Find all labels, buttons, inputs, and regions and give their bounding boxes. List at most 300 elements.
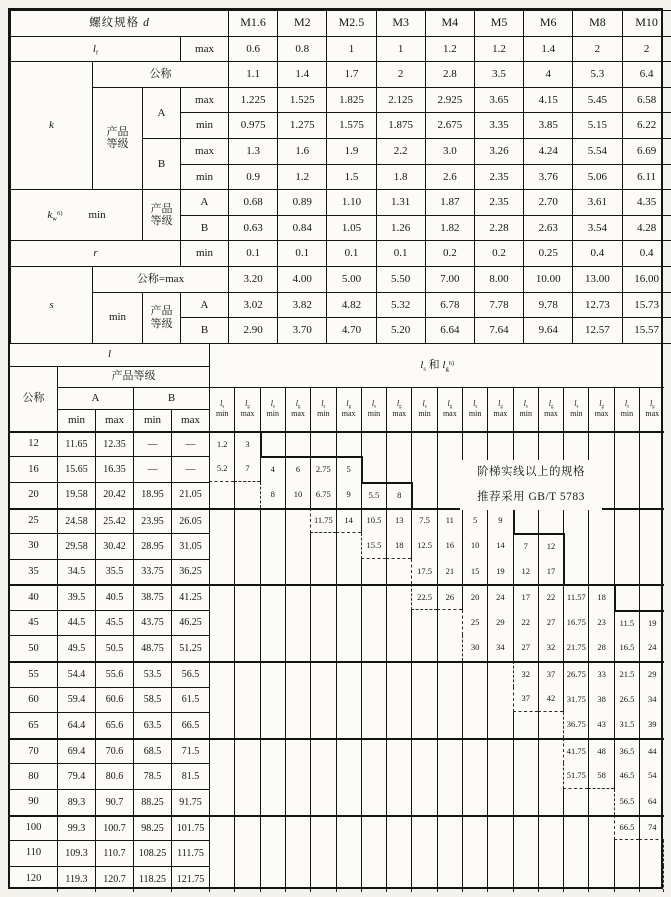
k-b-max-value: 5.54 [573, 138, 622, 164]
k-a-max-value: 1.225 [229, 87, 278, 113]
grade-b-label: B [181, 215, 229, 241]
ls-min-value [614, 559, 639, 585]
lg-max-value: 16 [437, 533, 462, 559]
ls-min-value [361, 431, 386, 457]
k-nominal-value: 3.5 [474, 62, 523, 88]
lg-max-value [285, 687, 310, 713]
ls-min-value [563, 789, 588, 815]
l-nominal-value: 35 [10, 559, 57, 585]
b-min-value: 63.5 [133, 712, 171, 738]
lg-max-value: 24 [639, 635, 664, 661]
s-nominal-max-value: 5.50 [376, 266, 425, 292]
lg-max-value [639, 456, 664, 482]
s-nominal-max-value: 16.00 [622, 266, 671, 292]
max-header: max [171, 409, 209, 431]
k-nominal-value: 5.3 [573, 62, 622, 88]
lg-max-value [588, 431, 613, 457]
r-min-value: 0.4 [573, 241, 622, 267]
ls-min-value [310, 661, 335, 687]
lg-max-value [234, 584, 259, 610]
lg-max-value: 3 [234, 431, 259, 457]
ls-min-value [411, 712, 436, 738]
grade-a-label: A [143, 87, 181, 138]
r-min-value: 0.1 [327, 241, 376, 267]
ls-min-value: 17 [513, 584, 538, 610]
thread-size: M1.6 [229, 11, 278, 37]
thread-size: M4 [425, 11, 474, 37]
k-b-max-value: 1.9 [327, 138, 376, 164]
k-nominal-value: 1.7 [327, 62, 376, 88]
lg-max-value: 74 [639, 815, 664, 841]
ls-min-value [361, 763, 386, 789]
kw-a-min-value: 3.61 [573, 190, 622, 216]
s-a-min-value: 6.78 [425, 292, 474, 318]
lg-max-value [588, 789, 613, 815]
thread-size: M5 [474, 11, 523, 37]
ls-min-subheader: $l_s$ min [411, 387, 436, 431]
lg-max-value: 26 [437, 584, 462, 610]
ls-min-value [411, 610, 436, 636]
lg-max-value [285, 738, 310, 764]
r-min-value: 0.1 [376, 241, 425, 267]
s-a-min-value: 15.73 [622, 292, 671, 318]
lg-max-value: 33 [588, 661, 613, 687]
a-max-value: 65.6 [95, 712, 133, 738]
lg-max-value [336, 866, 361, 892]
ls-min-value: 4 [260, 456, 285, 482]
lg-max-value [234, 738, 259, 764]
a-max-value: 35.5 [95, 559, 133, 585]
k-b-min-value: 0.9 [229, 164, 278, 190]
l-nominal-header: 公称 [10, 366, 57, 431]
b-max-value: 46.25 [171, 610, 209, 636]
min-label: min [181, 164, 229, 190]
lg-max-value [639, 482, 664, 508]
ls-min-value: 11.5 [614, 610, 639, 636]
lg-max-value [285, 840, 310, 866]
ls-min-value [361, 687, 386, 713]
ls-min-value: 1.2 [209, 431, 234, 457]
ls-min-value [209, 866, 234, 892]
kw-a-min-value: 1.10 [327, 190, 376, 216]
kw-b-min-value: 3.54 [573, 215, 622, 241]
a-max-value: 90.7 [95, 789, 133, 815]
a-min-value: 79.4 [57, 763, 95, 789]
kw-b-min-value: 1.05 [327, 215, 376, 241]
s-nominal-max-value: 8.00 [474, 266, 523, 292]
a-max-value: 55.6 [95, 661, 133, 687]
head-dimensions-table [10, 10, 671, 344]
k-b-max-value: 1.3 [229, 138, 278, 164]
ls-min-value [361, 635, 386, 661]
a-min-value: 54.4 [57, 661, 95, 687]
ls-min-value: 46.5 [614, 763, 639, 789]
s-nominal-max-value: 3.20 [229, 266, 278, 292]
lg-max-value [639, 533, 664, 559]
b-min-value: 108.25 [133, 840, 171, 866]
lg-max-value [487, 840, 512, 866]
lf-max-value: 1 [376, 36, 425, 62]
ls-min-value [209, 584, 234, 610]
ls-min-value [614, 866, 639, 892]
ls-min-value: 21.5 [614, 661, 639, 687]
lg-max-value [538, 712, 563, 738]
ls-min-value: 6.75 [310, 482, 335, 508]
lg-max-value [437, 610, 462, 636]
lg-max-value: 8 [386, 482, 411, 508]
lg-max-value [437, 840, 462, 866]
s-a-min-value: 5.32 [376, 292, 425, 318]
lg-max-value [285, 789, 310, 815]
a-max-value: 80.6 [95, 763, 133, 789]
lg-max-value: 64 [639, 789, 664, 815]
k-b-min-value: 2.35 [474, 164, 523, 190]
ls-min-value [361, 738, 386, 764]
lg-max-value: 32 [538, 635, 563, 661]
lg-max-value [336, 738, 361, 764]
ls-min-value [209, 559, 234, 585]
ls-min-value: 5 [462, 508, 487, 534]
ls-min-value: 15 [462, 559, 487, 585]
k-a-min-value: 1.875 [376, 113, 425, 139]
a-min-value: 19.58 [57, 482, 95, 508]
ls-min-value [310, 584, 335, 610]
ls-min-value [462, 789, 487, 815]
s-nominal-max-value: 7.00 [425, 266, 474, 292]
ls-min-value [361, 661, 386, 687]
lg-max-value: 19 [487, 559, 512, 585]
lg-max-value [538, 431, 563, 457]
lg-max-value [639, 840, 664, 866]
lg-max-value: 54 [639, 763, 664, 789]
k-b-max-value: 6.69 [622, 138, 671, 164]
ls-min-value [411, 815, 436, 841]
ls-min-value [513, 431, 538, 457]
lg-max-value [487, 687, 512, 713]
k-a-max-value: 2.125 [376, 87, 425, 113]
lg-max-value: 10 [285, 482, 310, 508]
lg-max-value: 48 [588, 738, 613, 764]
ls-min-value [260, 584, 285, 610]
ls-min-value [411, 482, 436, 508]
lg-max-value [285, 635, 310, 661]
s-label: s [11, 266, 93, 343]
r-min-value: 0.4 [622, 241, 671, 267]
a-max-value: 45.5 [95, 610, 133, 636]
lg-max-value [336, 559, 361, 585]
kw-b-min-value: 4.28 [622, 215, 671, 241]
lg-max-value [437, 866, 462, 892]
ls-min-value [361, 866, 386, 892]
a-max-value: 50.5 [95, 635, 133, 661]
l-nominal-value: 50 [10, 635, 57, 661]
thread-size: M3 [376, 11, 425, 37]
a-min-value: 29.58 [57, 533, 95, 559]
lg-max-value [234, 610, 259, 636]
lg-max-value [538, 815, 563, 841]
s-a-min-value: 9.78 [524, 292, 573, 318]
lg-max-value: 21 [437, 559, 462, 585]
lg-max-value [285, 584, 310, 610]
ls-min-value: 66.5 [614, 815, 639, 841]
lf-max-value: 1 [327, 36, 376, 62]
kw-a-min-value: 4.35 [622, 190, 671, 216]
lg-max-value [487, 738, 512, 764]
a-min-value: 59.4 [57, 687, 95, 713]
lf-max-value: 2 [573, 36, 622, 62]
ls-min-value: 17.5 [411, 559, 436, 585]
ls-min-value [513, 712, 538, 738]
s-a-min-value: 7.78 [474, 292, 523, 318]
product-grade-label: 产品 等级 [143, 190, 181, 241]
lg-max-value [336, 635, 361, 661]
k-b-max-value: 3.26 [474, 138, 523, 164]
ls-min-value [411, 789, 436, 815]
lg-max-value [234, 789, 259, 815]
lf-max-value: 0.6 [229, 36, 278, 62]
k-nominal-value: 4 [524, 62, 573, 88]
lg-max-value [386, 559, 411, 585]
ls-min-value [361, 610, 386, 636]
lg-max-value: 14 [336, 508, 361, 534]
b-max-value: 111.75 [171, 840, 209, 866]
kw-b-min-value: 1.26 [376, 215, 425, 241]
grade-a-label: A [181, 190, 229, 216]
kw-a-min-value: 0.89 [278, 190, 327, 216]
ls-min-value [260, 533, 285, 559]
b-max-value: 81.5 [171, 763, 209, 789]
ls-min-value [260, 661, 285, 687]
ls-min-value [462, 815, 487, 841]
ls-min-value [462, 738, 487, 764]
lg-max-value [336, 431, 361, 457]
ls-min-value [260, 559, 285, 585]
ls-min-value [260, 635, 285, 661]
ls-min-value [563, 815, 588, 841]
ls-min-value: 12.5 [411, 533, 436, 559]
lg-max-value [639, 431, 664, 457]
lg-max-value [386, 635, 411, 661]
ls-min-value [260, 610, 285, 636]
a-max-value: 60.6 [95, 687, 133, 713]
lg-max-value [487, 661, 512, 687]
lg-max-value: 9 [336, 482, 361, 508]
lg-max-value [285, 763, 310, 789]
grade-b-label: B [143, 138, 181, 189]
ls-min-value [260, 508, 285, 534]
kw-a-min-value: 0.68 [229, 190, 278, 216]
lg-max-value [386, 610, 411, 636]
lg-max-value [538, 789, 563, 815]
grade-a-header: A [57, 387, 133, 409]
lg-max-value: 38 [588, 687, 613, 713]
ls-min-value [411, 866, 436, 892]
staircase-note [460, 460, 602, 510]
lg-max-value [437, 456, 462, 482]
lg-max-subheader: $l_g$ max [538, 387, 563, 431]
ls-min-value [614, 840, 639, 866]
max-header: max [95, 409, 133, 431]
ls-min-value [462, 763, 487, 789]
lg-max-value [437, 738, 462, 764]
lg-max-value: 24 [487, 584, 512, 610]
ls-min-subheader: $l_s$ min [260, 387, 285, 431]
lg-max-value: 29 [487, 610, 512, 636]
k-a-max-value: 1.525 [278, 87, 327, 113]
k-a-max-value: 4.15 [524, 87, 573, 113]
ls-min-value [563, 533, 588, 559]
b-max-value: 66.5 [171, 712, 209, 738]
lg-max-value [336, 815, 361, 841]
r-min-value: 0.25 [524, 241, 573, 267]
ls-min-value: 37 [513, 687, 538, 713]
lg-max-value [336, 840, 361, 866]
a-min-value: 34.5 [57, 559, 95, 585]
lg-max-value [285, 815, 310, 841]
lg-max-value: 22 [538, 584, 563, 610]
b-min-value: 118.25 [133, 866, 171, 892]
ls-min-value [310, 431, 335, 457]
lg-max-value [336, 661, 361, 687]
b-max-value: — [171, 456, 209, 482]
ls-min-value [513, 840, 538, 866]
lg-max-value [538, 508, 563, 534]
s-a-min-value: 3.82 [278, 292, 327, 318]
ls-min-value [563, 559, 588, 585]
a-max-value: 16.35 [95, 456, 133, 482]
k-a-min-value: 1.275 [278, 113, 327, 139]
l-nominal-value: 120 [10, 866, 57, 892]
lg-max-value [437, 661, 462, 687]
ls-min-value [563, 431, 588, 457]
lf-max-value: 1.2 [474, 36, 523, 62]
ls-min-value [361, 456, 386, 482]
lg-max-value [437, 712, 462, 738]
lg-max-value: 44 [639, 738, 664, 764]
lg-max-value [336, 610, 361, 636]
k-a-max-value: 1.825 [327, 87, 376, 113]
ls-min-value [260, 431, 285, 457]
ls-min-value [260, 687, 285, 713]
ls-min-value [310, 763, 335, 789]
b-min-value: 33.75 [133, 559, 171, 585]
lg-max-value [234, 687, 259, 713]
ls-min-value [513, 738, 538, 764]
ls-min-value: 8 [260, 482, 285, 508]
l-nominal-value: 70 [10, 738, 57, 764]
ls-min-subheader: $l_s$ min [614, 387, 639, 431]
ls-min-value: 12 [513, 559, 538, 585]
a-min-value: 24.58 [57, 508, 95, 534]
ls-min-value [260, 866, 285, 892]
b-min-value: — [133, 431, 171, 457]
ls-min-value [411, 661, 436, 687]
l-nominal-value: 12 [10, 431, 57, 457]
ls-min-value [260, 840, 285, 866]
lg-max-subheader: $l_g$ max [588, 387, 613, 431]
b-min-value: 68.5 [133, 738, 171, 764]
kw-a-min-value: 2.35 [474, 190, 523, 216]
product-grade-header: 产品等级 [57, 366, 209, 387]
ls-min-value [462, 712, 487, 738]
lg-max-value [386, 456, 411, 482]
lg-max-value [234, 866, 259, 892]
min-header: min [57, 409, 95, 431]
lg-max-value [437, 687, 462, 713]
s-b-min-value: 7.64 [474, 318, 523, 344]
lg-max-value: 23 [588, 610, 613, 636]
lg-max-value: 34 [487, 635, 512, 661]
b-max-value: 91.75 [171, 789, 209, 815]
ls-min-value [361, 840, 386, 866]
s-b-min-value: 3.70 [278, 318, 327, 344]
thread-size: M10 [622, 11, 671, 37]
ls-min-value [209, 508, 234, 534]
lg-max-value [487, 431, 512, 457]
l-nominal-value: 40 [10, 584, 57, 610]
ls-min-value: 21.75 [563, 635, 588, 661]
ls-min-value: 7.5 [411, 508, 436, 534]
ls-min-value [462, 661, 487, 687]
lg-max-subheader: $l_g$ max [639, 387, 664, 431]
lg-max-value [336, 763, 361, 789]
s-b-min-value: 5.20 [376, 318, 425, 344]
k-b-min-value: 1.2 [278, 164, 327, 190]
ls-min-value [209, 635, 234, 661]
ls-min-value [462, 431, 487, 457]
ls-min-value [260, 712, 285, 738]
a-min-value: 109.3 [57, 840, 95, 866]
ls-min-value [260, 763, 285, 789]
lg-max-value [234, 482, 259, 508]
standard-dimension-table-sheet [8, 8, 663, 889]
lg-max-value [285, 866, 310, 892]
lg-max-value: 19 [639, 610, 664, 636]
ls-min-value: 31.75 [563, 687, 588, 713]
ls-min-value [310, 687, 335, 713]
s-nominal-max-value: 10.00 [524, 266, 573, 292]
ls-min-value [614, 431, 639, 457]
s-b-min-value: 15.57 [622, 318, 671, 344]
ls-min-value [209, 763, 234, 789]
ls-min-value: 26.75 [563, 661, 588, 687]
lg-max-subheader: $l_g$ max [437, 387, 462, 431]
lg-max-value [588, 866, 613, 892]
ls-min-value [361, 584, 386, 610]
ls-min-subheader: $l_s$ min [209, 387, 234, 431]
a-max-value: 12.35 [95, 431, 133, 457]
thread-size: M6 [524, 11, 573, 37]
ls-min-value [209, 687, 234, 713]
k-a-min-value: 5.15 [573, 113, 622, 139]
ls-min-value [614, 456, 639, 482]
lg-max-value [639, 508, 664, 534]
k-nominal-value: 2 [376, 62, 425, 88]
ls-min-subheader: $l_s$ min [563, 387, 588, 431]
ls-min-value [310, 533, 335, 559]
lg-max-value: 42 [538, 687, 563, 713]
ls-min-value [563, 866, 588, 892]
lg-max-value [437, 763, 462, 789]
k-b-min-value: 5.06 [573, 164, 622, 190]
s-b-min-value: 2.90 [229, 318, 278, 344]
ls-min-value: 22.5 [411, 584, 436, 610]
l-nominal-value: 65 [10, 712, 57, 738]
b-max-value: 36.25 [171, 559, 209, 585]
lf-max-value: 1.4 [524, 36, 573, 62]
lg-max-value [639, 559, 664, 585]
ls-min-value: 15.5 [361, 533, 386, 559]
